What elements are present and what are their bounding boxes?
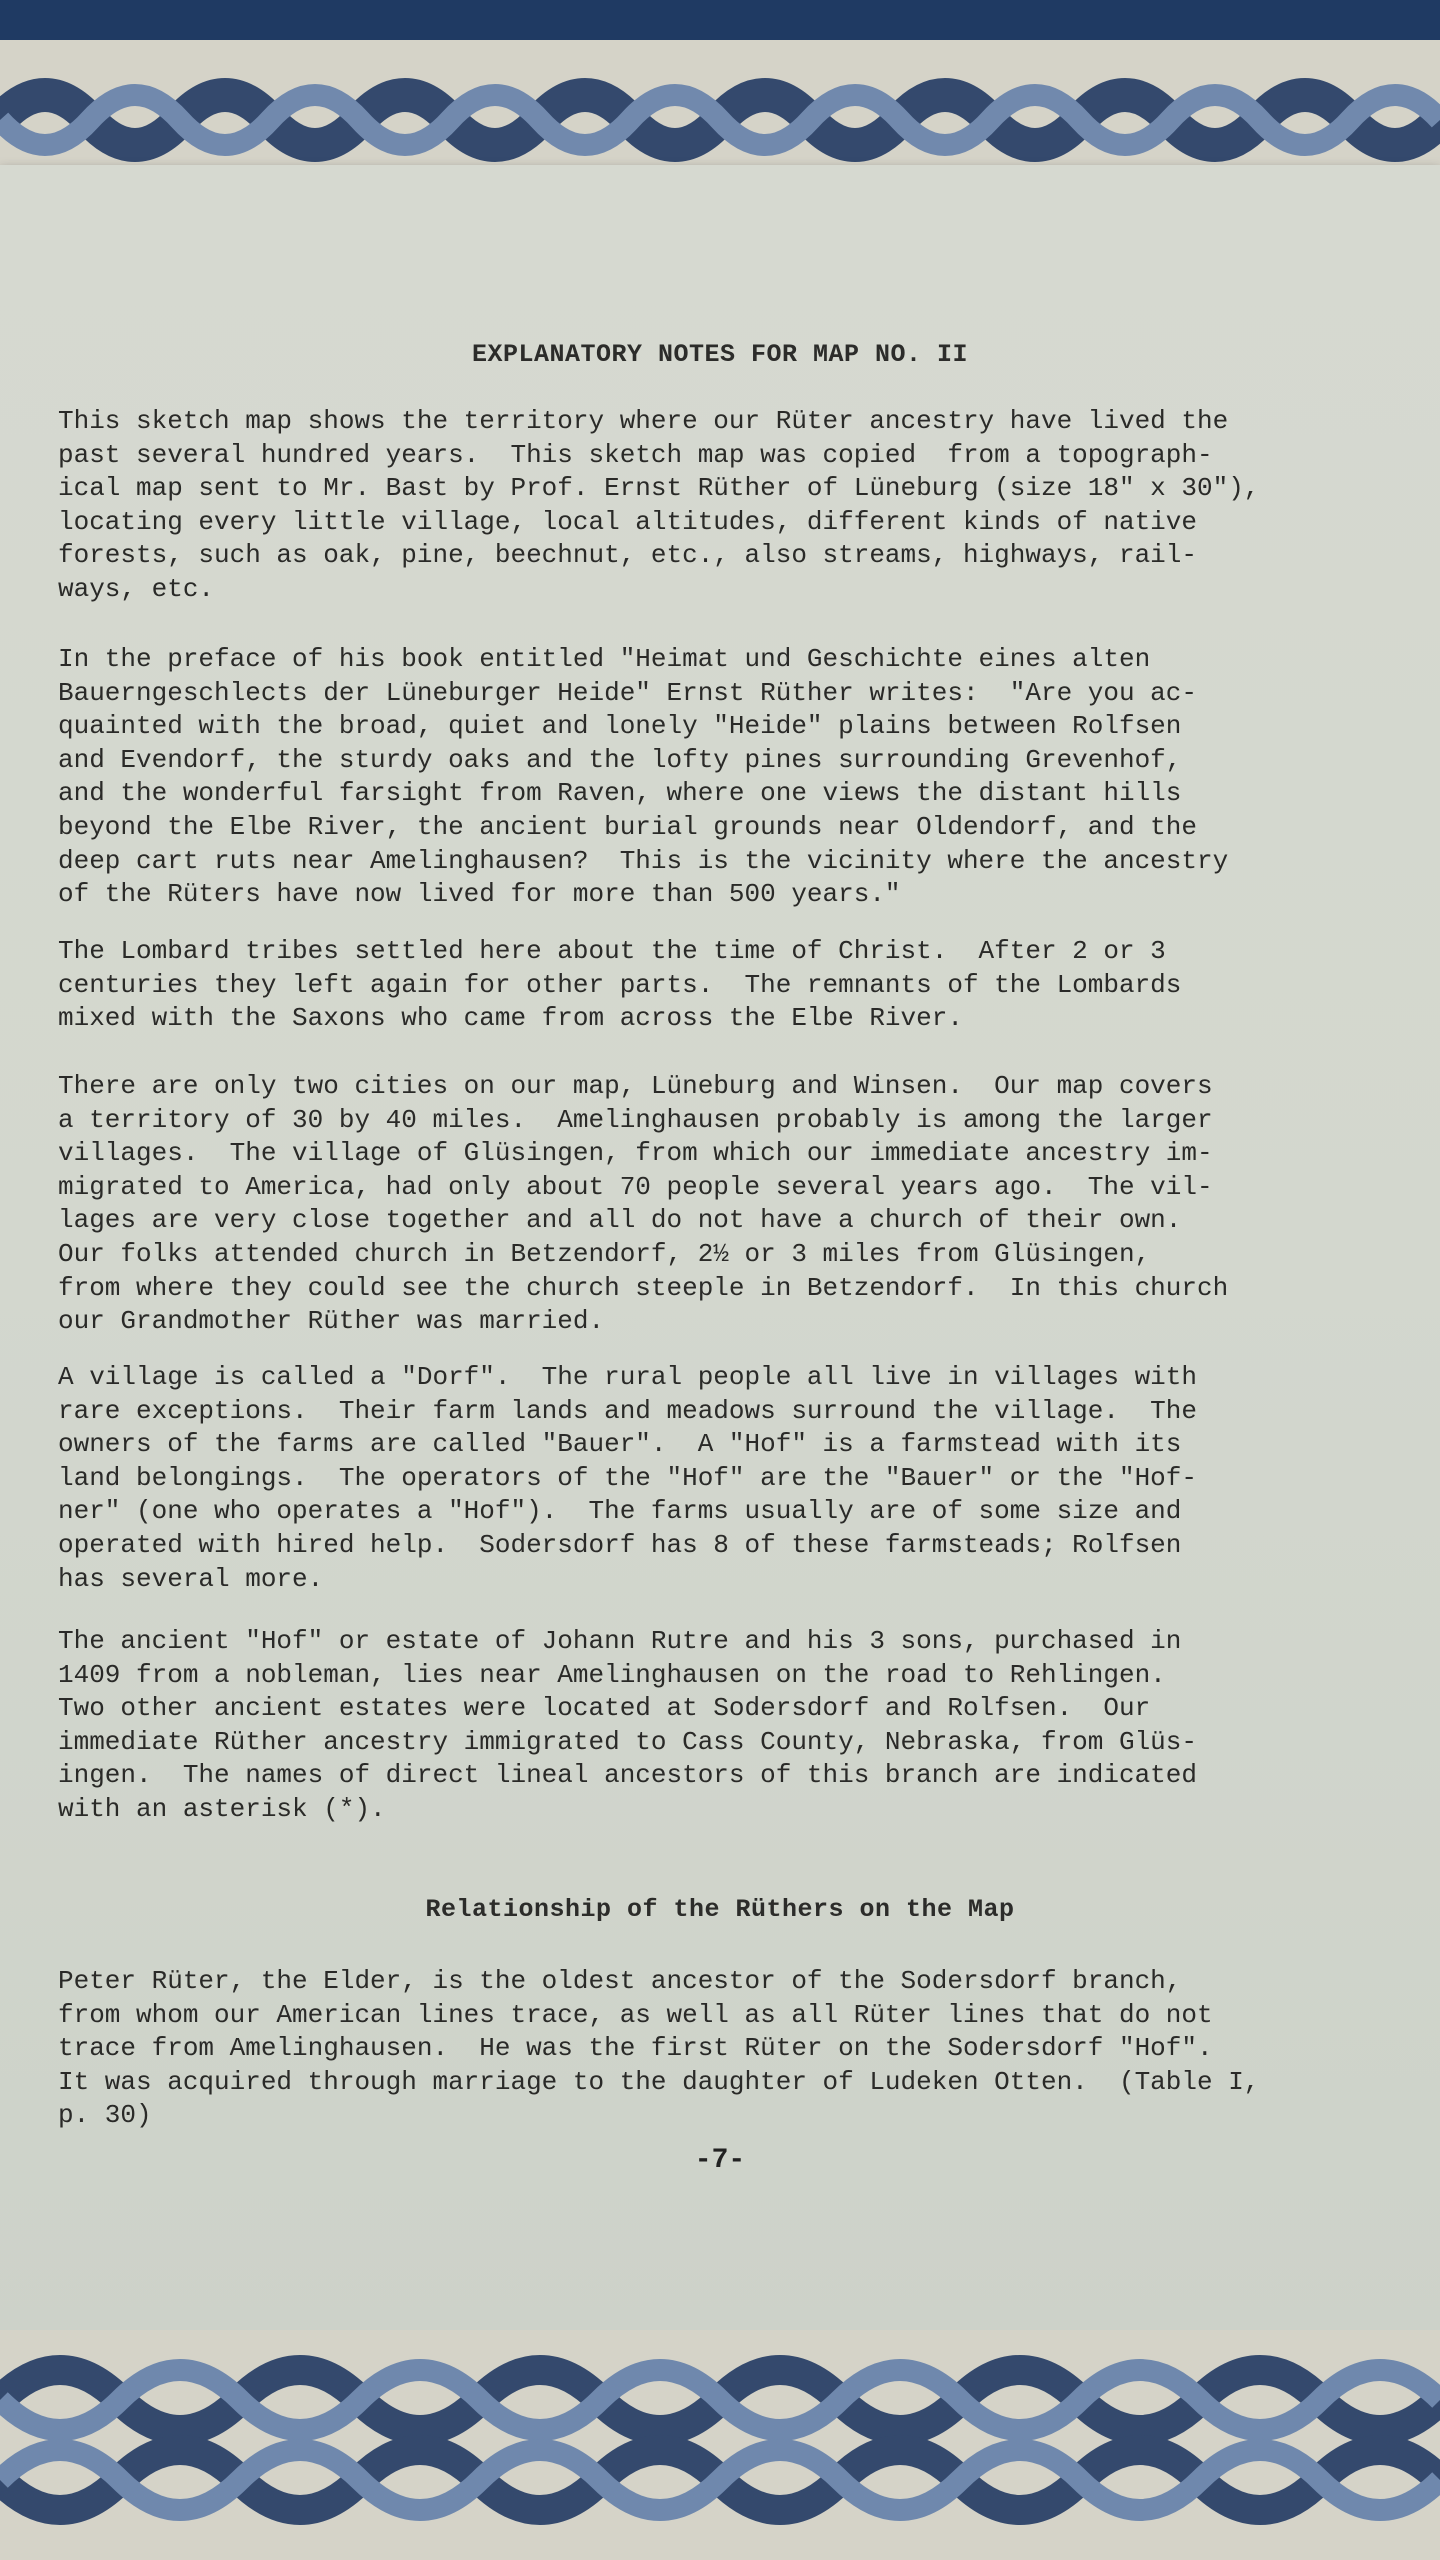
paragraph-village: A village is called a "Dorf". The rural people all live in villages with rare exceptions. Their farm lands and meadows surround the village. The owners of the farms are called "Bauer". A "Hof" is a farmstead with its land belongings. The operators of the "Hof" are the "Bauer" or the "Hof- ner" (one who operates a "Hof"). The farms usually are of some size and operated with hired help. Sodersdorf has 8 of these farmsteads; Rolfsen has several more. xyxy=(58,1362,1197,1594)
paragraph-ancient-hof: The ancient "Hof" or estate of Johann Rutre and his 3 sons, purchased in 1409 from a nobleman, lies near Amelinghausen on the road to Rehlingen. Two other ancient estates were located at Sodersdorf and Rolfsen. Our immediate Rüther ancestry immigrated to Cass County, Nebraska, from Glüs- ingen. The names of direct lineal ancestors of this branch are indicated with an asterisk (*). xyxy=(58,1626,1197,1824)
paragraph-sketch-map: This sketch map shows the territory where our Rüter ancestry have lived the past several hundred years. This sketch map was copied from a topograph- ical map sent to Mr. Bast by Prof. Ernst Rüther of Lüneburg (size 18" x 30"), locating every little village, local altitudes, different kinds of native forests, such as oak, pine, beechnut, etc., also streams, highways, rail- ways, etc. xyxy=(58,406,1260,604)
page-number: -7- xyxy=(694,2145,746,2176)
paragraph-preface: In the preface of his book entitled "Heimat und Geschichte eines alten Bauerngeschlects der Lüneburger Heide" Ernst Rüther writes: "Are you ac- quainted with the broad, quiet and lonely "Heide" plains between Rolfsen and Evendorf, the sturdy oaks and the lofty pines surrounding Grevenhof, and the wonderful farsight from Raven, where one views the distant hills beyond the Elbe River, the ancient burial grounds near Oldendorf, and the deep cart ruts near Amelinghausen? This is the vicinity where the ancestry of the Rüters have now lived for more than 500 years." xyxy=(58,644,1229,910)
paragraph-cities: There are only two cities on our map, Lüneburg and Winsen. Our map covers a territory of 30 by 40 miles. Amelinghausen probably is among the larger villages. The village of Glüsingen, from which our immediate ancestry im- migrated to America, had only about 70 people several years ago. The vil- lages are very close together and all do not have a church of their own. Our folks attended church in Betzendorf, 2½ or 3 miles from Glüsingen, from where they could see the church steeple in Betzendorf. In this church our Grandmother Rüther was married. xyxy=(58,1071,1229,1337)
fabric-border-top xyxy=(0,0,1440,170)
woven-pattern-bottom-icon xyxy=(0,2330,1440,2560)
document-title: EXPLANATORY NOTES FOR MAP NO. II xyxy=(471,340,969,369)
woven-pattern-top-icon xyxy=(0,0,1440,170)
paragraph-lombard-tribes: The Lombard tribes settled here about the time of Christ. After 2 or 3 centuries they left again for other parts. The remnants of the Lombards mixed with the Saxons who came from across the Elbe River. xyxy=(58,936,1182,1034)
section-subtitle: Relationship of the Rüthers on the Map xyxy=(425,1895,1015,1924)
fabric-border-bottom xyxy=(0,2330,1440,2560)
document-page xyxy=(0,165,1440,2355)
paragraph-peter-ruter: Peter Rüter, the Elder, is the oldest ancestor of the Sodersdorf branch, from whom our American lines trace, as well as all Rüter lines that do not trace from Amelinghausen. He was the first Rüter on the Sodersdorf "Hof". It was acquired through marriage to the daughter of Ludeken Otten. (Table I, p. 30) xyxy=(58,1966,1260,2131)
